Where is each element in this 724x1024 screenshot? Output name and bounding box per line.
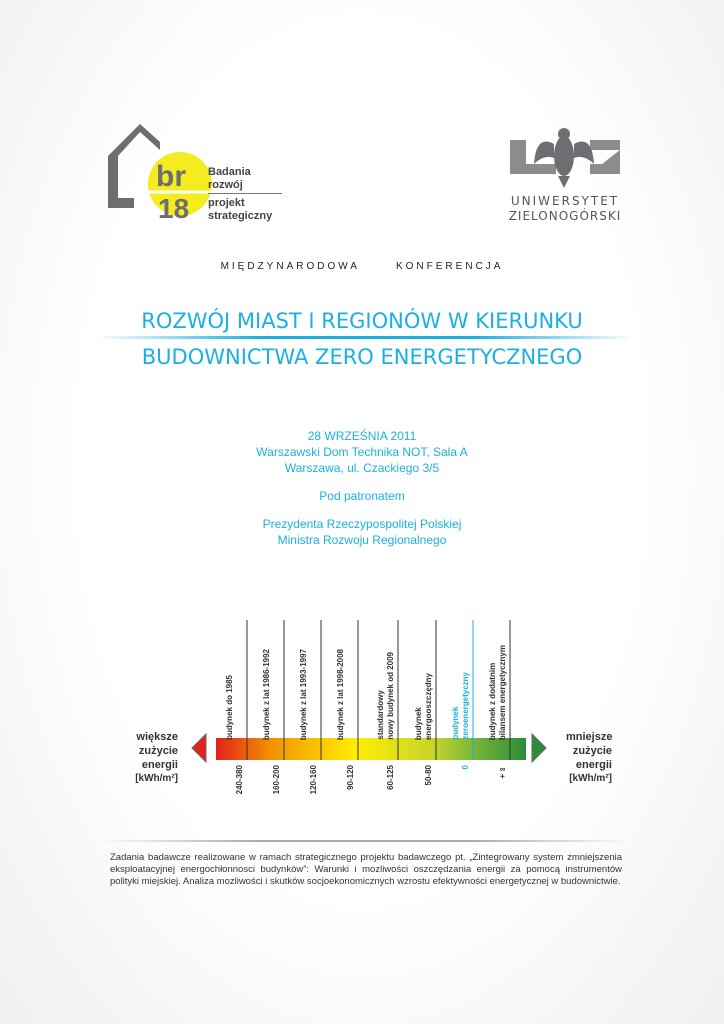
title-divider [96,336,636,339]
right-label-line-3: energii [575,759,612,771]
right-label-line-2: zużycie [572,745,612,757]
scale-category-label: budynek z lat 1986-1992 [262,648,271,740]
scale-category-label: budynek do 1985 [225,675,234,740]
scale-range-label: 0 [461,765,470,770]
scale-category-label: budynek z lat 1998-2008 [336,648,345,740]
right-unit: [kWh/m²] [569,773,612,784]
footer-divider [100,840,630,842]
energy-scale [0,610,724,820]
logo-line-3: projekt [208,197,245,209]
patron-1: Prezydenta Rzeczypospolitej Polskiej [262,517,462,531]
left-label-line-1: większe [136,731,178,743]
conference-word-1: MIĘDZYNARODOWA [220,261,360,272]
right-arrow-icon [532,734,546,762]
scale-range-label: 60-125 [386,765,395,790]
left-arrow-icon [192,734,206,762]
br18-logo [104,120,294,230]
scale-range-label: 50-80 [424,765,433,786]
logo-line-2: rozwój [208,179,243,191]
left-label-line-2: zużycie [138,745,178,757]
footer-text: Zadania badawcze realizowane w ramach strategicznego projektu badawczego pt. „Zintegrowany system zmniejszenia eksploatacyjnej energochłonnosci budynków”: Warunki i mozliwości oszczędzania energii za pomocą instrumentów polityki miejskiej. Analiza mozliwości i skutków socjoekonomicznych wzrostu efektywności energetycznej w budownictwie. [110,852,622,887]
event-venue: Warszawski Dom Technika NOT, Sala A [256,445,468,459]
conference-label [0,261,724,272]
left-unit: [kWh/m²] [135,773,178,784]
br-mark: br [156,160,186,193]
scale-category-label: budynek z lat 1993-1997 [299,648,308,740]
scale-category-label: budynek energooszczędny [414,672,433,740]
event-address: Warszawa, ul. Czackiego 3/5 [284,461,440,475]
scale-range-label: 160-200 [272,765,281,795]
right-scale-label [566,730,612,786]
event-date: 28 WRZEŚNIA 2011 [307,429,417,443]
energy-scale-graphic [0,610,724,820]
scale-category-label: budynek z dodatnim bilansem energetycznym [488,644,507,740]
title-line-2: BUDOWNICTWA ZERO ENERGETYCZNEGO [141,345,583,369]
scale-range-label: 120-160 [309,765,318,795]
gradient-bar [216,738,526,760]
scale-category-label: budynek zeroenergetyczny [451,672,470,740]
scale-category-label: standardowy nowy budynek od 2009 [376,652,395,740]
br-number: 18 [158,193,190,224]
house-logo-icon [104,120,214,230]
patron-2: Ministra Rozwoju Regionalnego [277,533,447,547]
uz-logo [506,124,636,234]
left-scale-label [120,730,178,786]
right-label-line-1: mniejsze [566,731,613,743]
scale-range-label: 240-380 [235,765,244,795]
title-line-1: ROZWÓJ MIAST I REGIONÓW W KIERUNKU [141,309,583,333]
scale-range-label: 90-120 [346,765,355,790]
university-name-1: UNIWERSYTET [510,194,620,208]
logo-line-1: Badania [208,166,251,178]
left-label-line-3: energii [141,759,178,771]
eagle-emblem-icon [506,124,624,190]
logo-line-4: strategiczny [208,210,273,222]
university-name-2: ZIELONOGÓRSKI [508,209,622,223]
logo-divider [208,193,282,194]
scale-range-label: +∞ [498,765,507,779]
conference-word-2: KONFERENCJA [395,261,504,272]
patronage-label: Pod patronatem [319,489,405,503]
